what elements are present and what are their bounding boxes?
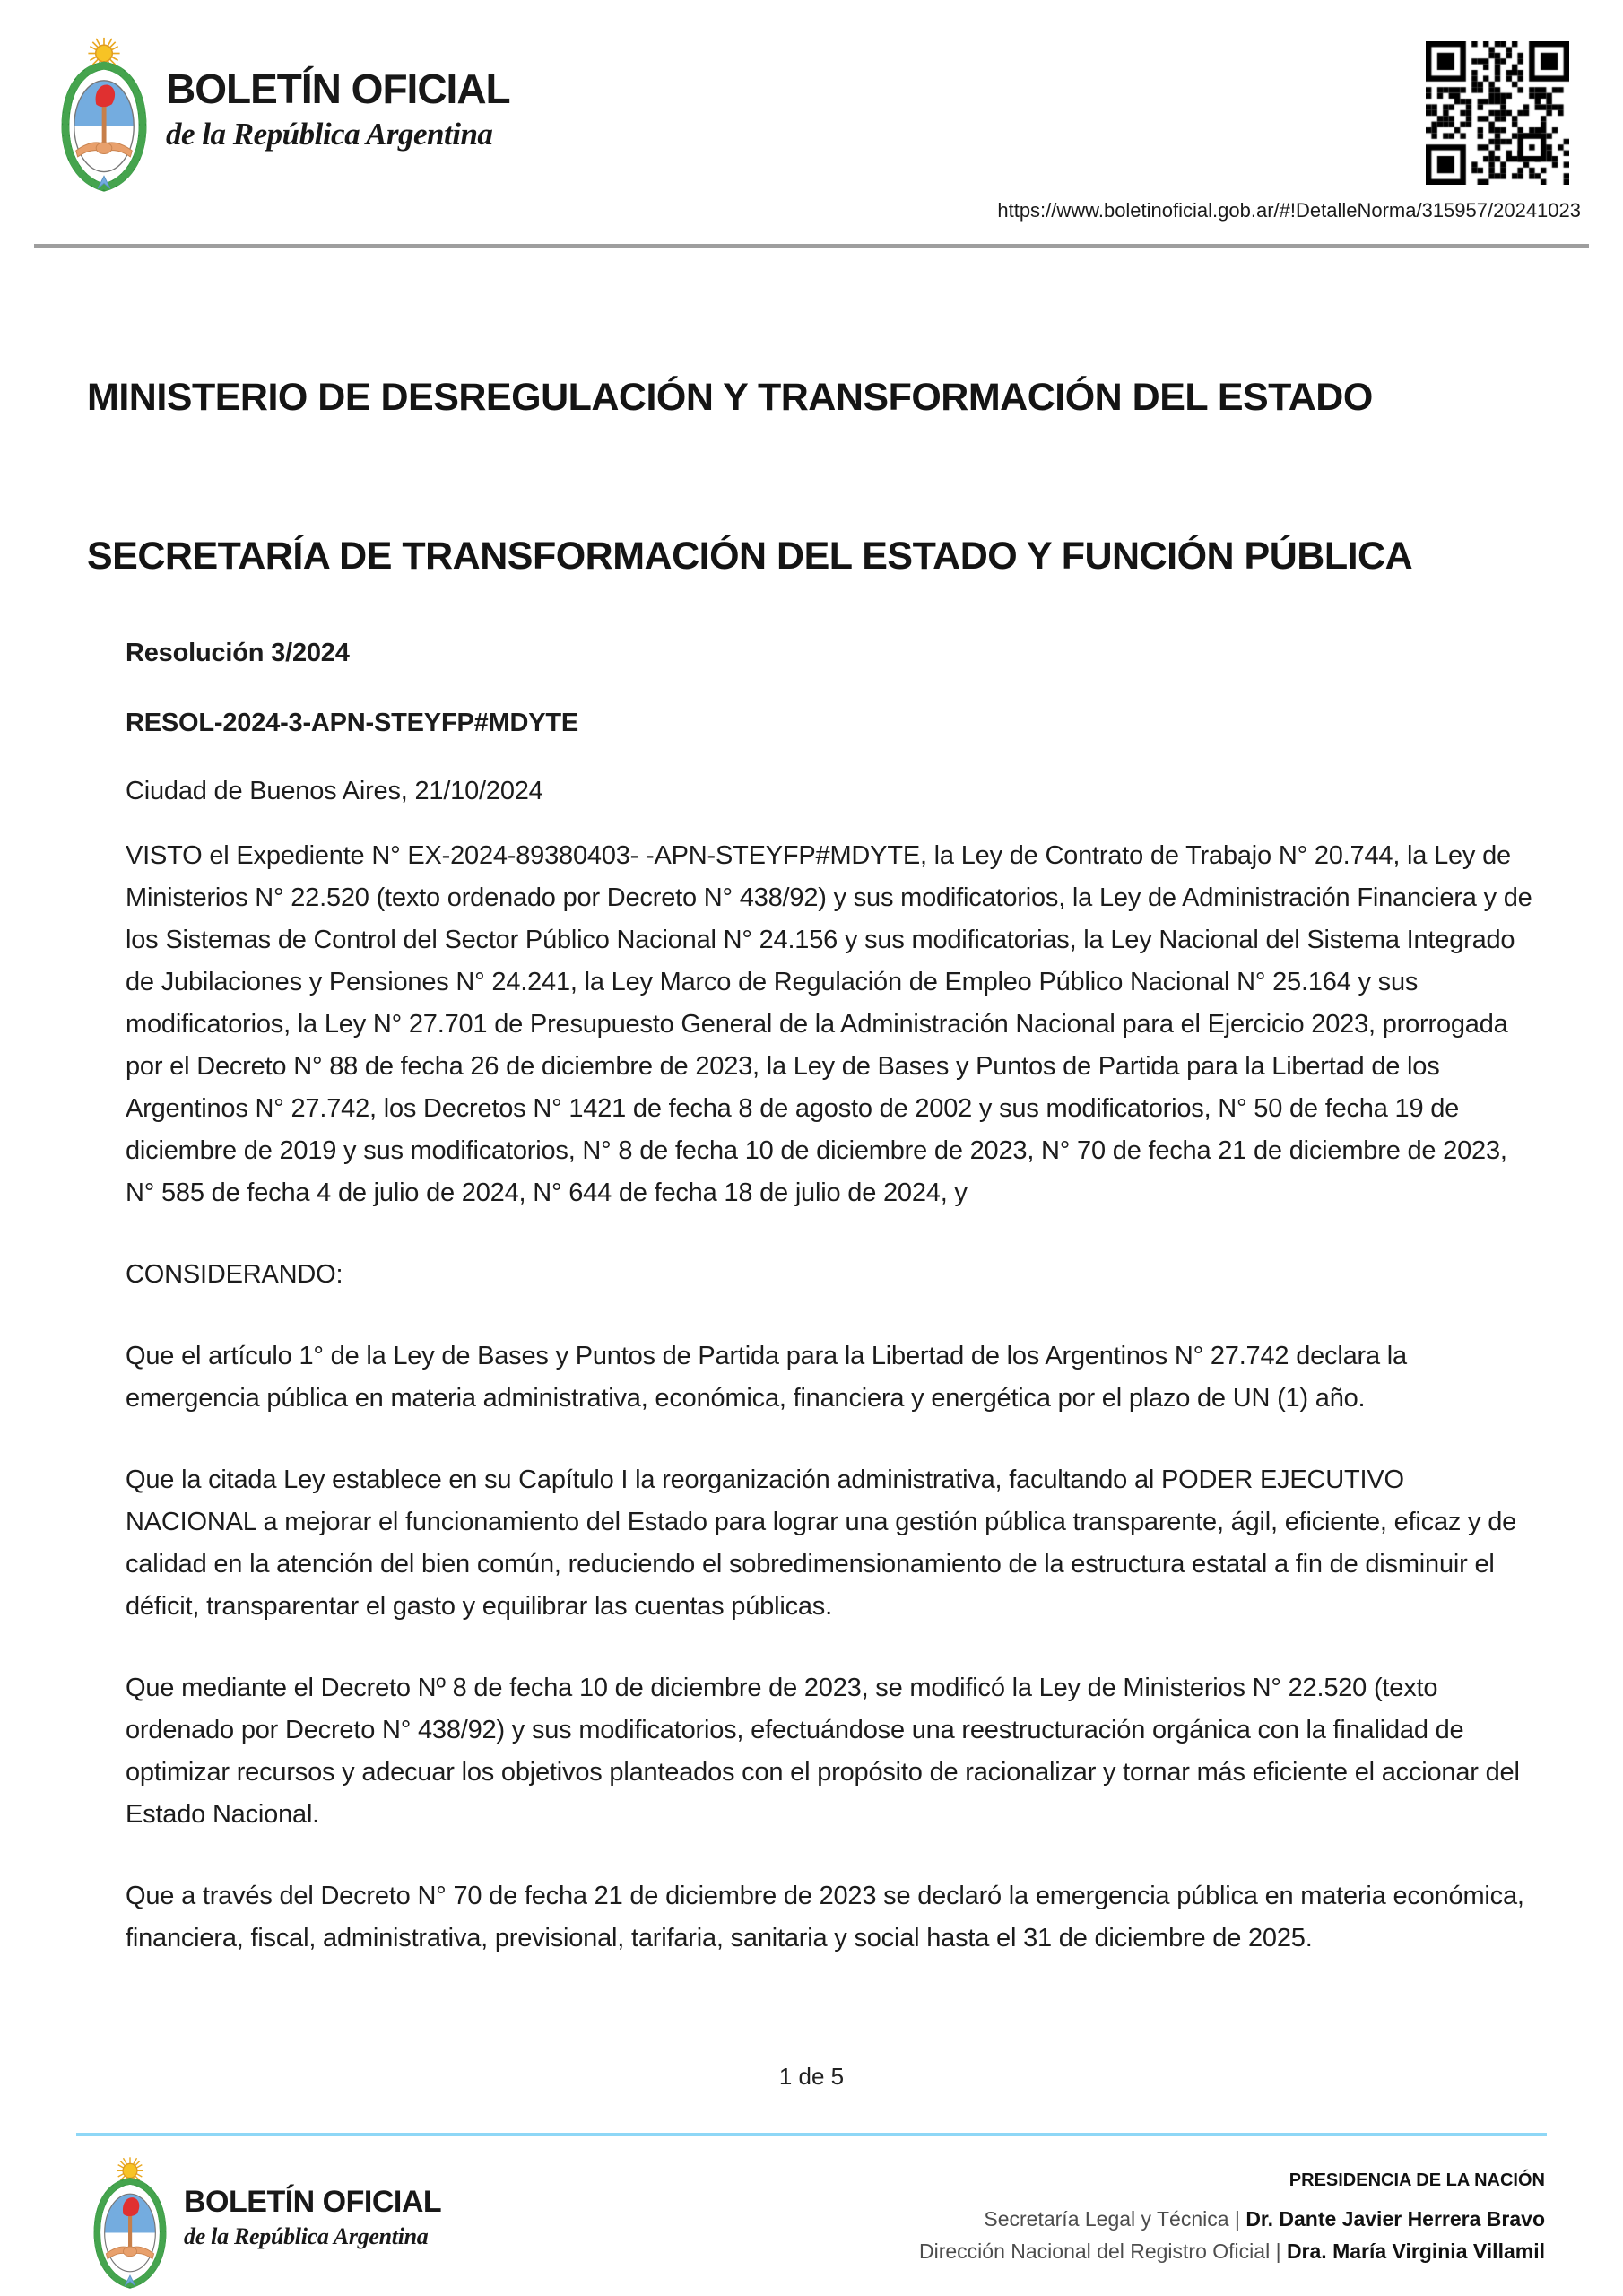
logo-title: BOLETÍN OFICIAL xyxy=(166,65,510,112)
logo-subtitle: de la República Argentina xyxy=(166,117,493,152)
footer-boletin-logo xyxy=(85,2151,713,2296)
presidencia-label: PRESIDENCIA DE LA NACIÓN xyxy=(1289,2170,1545,2190)
norma-url-link[interactable]: https://www.boletinoficial.gob.ar/#!DetalleNorma/315957/20241023 xyxy=(997,199,1581,222)
page-number: 1 de 5 xyxy=(778,2063,845,2090)
resolution-code: RESOL-2024-3-APN-STEYFP#MDYTE xyxy=(126,709,579,737)
paragraph: CONSIDERANDO: xyxy=(126,1260,343,1289)
coat-of-arms-icon xyxy=(49,34,159,192)
official-role: Secretaría Legal y Técnica | xyxy=(984,2207,1240,2231)
logo-text xyxy=(166,65,510,152)
official-name: Dr. Dante Javier Herrera Bravo xyxy=(1245,2207,1545,2231)
document-text-column xyxy=(126,632,1541,1999)
paragraph: Que el artículo 1° de la Ley de Bases y Puntos de Partida para la Libertad de los Argentinos N° 27.742 declara la emergencia pública en materia administrativa, económica, financiera y energética por el plazo de UN (1) año. xyxy=(126,1342,1407,1413)
secretariat-heading: SECRETARÍA DE TRANSFORMACIÓN DEL ESTADO Y FUNCIÓN PÚBLICA xyxy=(87,535,1413,578)
qr-code-icon xyxy=(1426,41,1569,185)
paragraph: Que mediante el Decreto Nº 8 de fecha 10 de diciembre de 2023, se modificó la Ley de Ministerios N° 22.520 (texto ordenado por Decreto N° 438/92) y sus modificatorios, efectuándose una reestructuración orgánica con la finalidad de optimizar recursos y adecuar los objetivos planteados con el propósito de racionalizar y tornar más eficiente el accionar del Estado Nacional. xyxy=(126,1674,1520,1829)
official-name: Dra. María Virginia Villamil xyxy=(1286,2239,1545,2263)
official-secretaria-legal xyxy=(984,2207,1545,2231)
place-date: Ciudad de Buenos Aires, 21/10/2024 xyxy=(126,777,543,805)
paragraph: VISTO el Expediente N° EX-2024-89380403- -APN-STEYFP#MDYTE, la Ley de Contrato de Trabajo N° 20.744, la Ley de Ministerios N° 22.520 (texto ordenado por Decreto N° 438/92) y sus modificatorios, la Ley de Administración Financiera y de los Sistemas de Control del Sector Público Nacional N° 24.156 y sus modificatorias, la Ley Nacional del Sistema Integrado de Jubilaciones y Pensiones N° 24.241, la Ley Marco de Regulación de Empleo Público Nacional N° 25.164 y sus modificatorios, la Ley N° 27.701 de Presupuesto General de la Administración Nacional para el Ejercicio 2023, prorrogada por el Decreto N° 88 de fecha 26 de diciembre de 2023, la Ley de Bases y Puntos de Partida para la Libertad de los Argentinos N° 27.742, los Decretos N° 1421 de fecha 8 de agosto de 2002 y sus modificatorios, N° 50 de fecha 19 de diciembre de 2019 y sus modificatorios, N° 8 de fecha 10 de diciembre de 2023, N° 70 de fecha 21 de diciembre de 2023, N° 585 de fecha 4 de julio de 2024, N° 644 de fecha 18 de julio de 2024, y xyxy=(126,841,1532,1207)
ministry-heading: MINISTERIO DE DESREGULACIÓN Y TRANSFORMACIÓN DEL ESTADO xyxy=(87,376,1373,419)
footer-logo-subtitle: de la República Argentina xyxy=(184,2223,429,2249)
footer-logo-title: BOLETÍN OFICIAL xyxy=(184,2185,442,2219)
resolution-title: Resolución 3/2024 xyxy=(126,639,350,667)
footer-logo-text xyxy=(184,2187,441,2250)
footer-divider xyxy=(76,2133,1547,2136)
coat-of-arms-icon xyxy=(85,2151,175,2292)
boletin-oficial-logo xyxy=(49,32,677,194)
paragraph: Que la citada Ley establece en su Capítulo I la reorganización administrativa, facultando al PODER EJECUTIVO NACIONAL a mejorar el funcionamiento del Estado para lograr una gestión pública transparente, ágil, eficiente, eficaz y de calidad en la atención del bien común, reduciendo el sobredimensionamiento de la estructura estatal a fin de disminuir el déficit, transparentar el gasto y equilibrar las cuentas públicas. xyxy=(126,1465,1517,1621)
paragraph-list xyxy=(126,835,1541,1960)
official-role: Dirección Nacional del Registro Oficial | xyxy=(919,2239,1281,2263)
paragraph: Que a través del Decreto N° 70 de fecha 21 de diciembre de 2023 se declaró la emergencia pública en materia económica, financiera, fiscal, administrativa, previsional, tarifaria, sanitaria y social hasta el 31 de diciembre de 2025. xyxy=(126,1882,1524,1952)
official-registro-oficial xyxy=(919,2239,1545,2264)
header-divider xyxy=(34,244,1589,248)
